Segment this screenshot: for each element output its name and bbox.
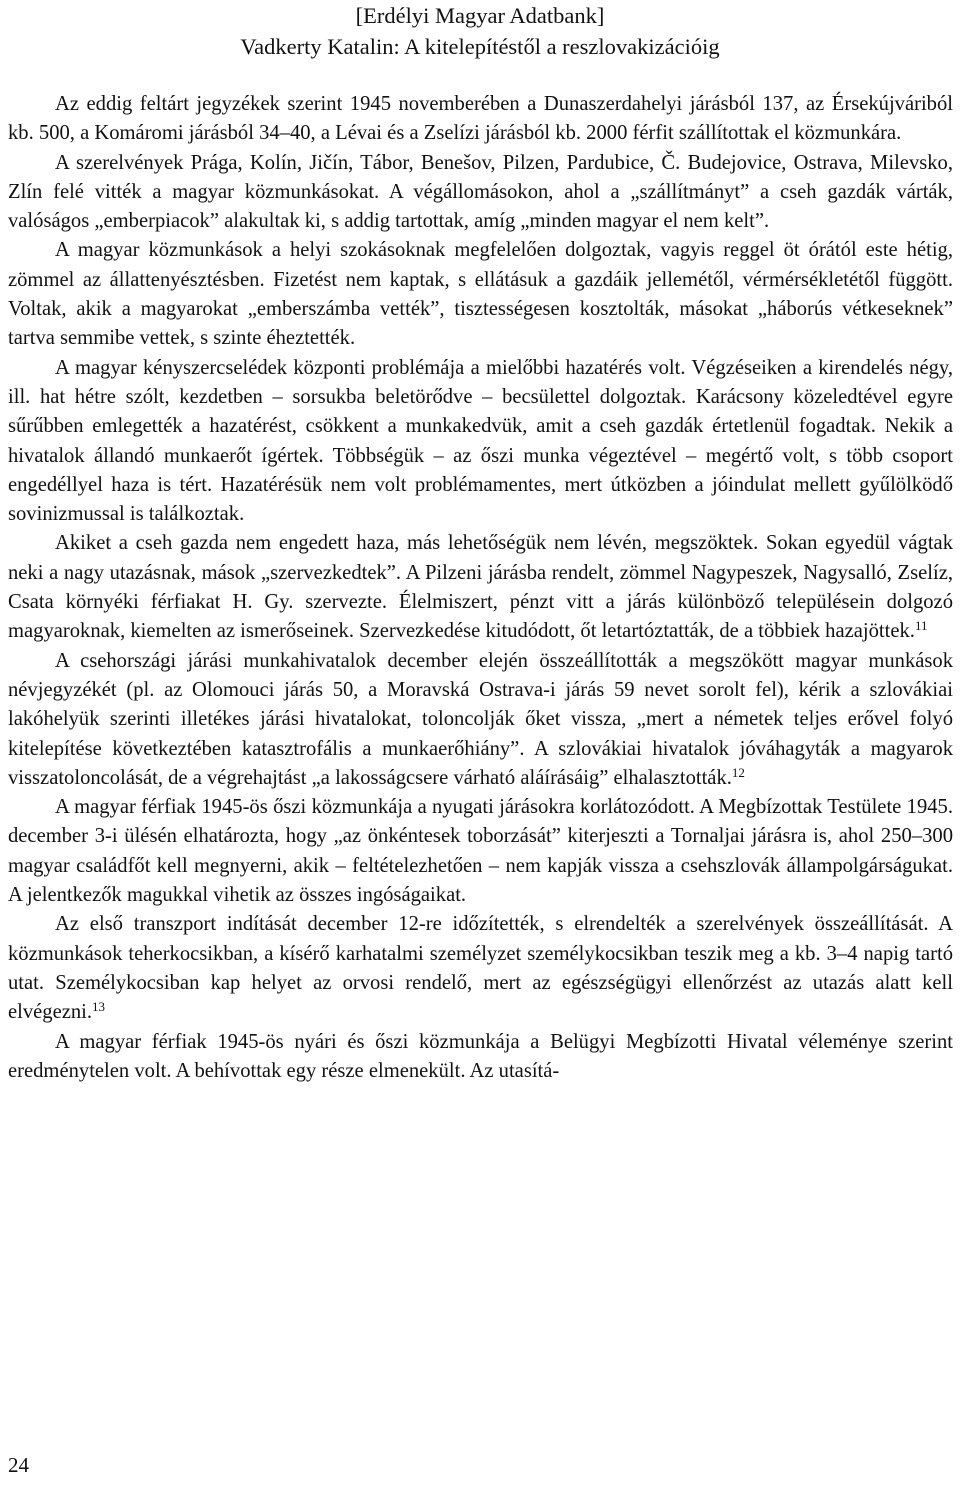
paragraph-text: Az első transzport indítását december 12-re időzítették, s elrendelték a szerelvények összeállítását. A közmunkások teherkocsikban, a kísérő karhatalmi személyzet személykocsikban teszik meg a kb. 3–4 napig tartó utat. Személykocsiban kap helyet az orvosi rendelő, mert az egészségügyi ellenőrzést az utazás alatt kell elvégezni.: [8, 913, 953, 1024]
footnote-ref[interactable]: 11: [914, 618, 928, 634]
paragraph-text: A magyar férfiak 1945-ös nyári és őszi közmunkája a Belügyi Megbízotti Hivatal véleménye szerint eredménytelen volt. A behívottak egy része elmenekült. Az utasítá-: [8, 1030, 953, 1082]
paragraph: [8, 90, 953, 149]
paragraph-text: A magyar férfiak 1945-ös őszi közmunkája a nyugati járásokra korlátozódott. A Megbízottak Testülete 1945. december 3-i ülésén elhatározta, hogy „az önkéntesek toborzását” kiterjeszti a Tornaljai járásra is, ahol 250–300 magyar családfőt kell megnyerni, akik – feltételezhetően – nem kapják vissza a csehszlovák állampolgárságukat. A jelentkezők magukkal vihetik az összes ingóságaikat.: [8, 796, 953, 907]
paragraph: [8, 354, 953, 530]
paragraph-text: Az eddig feltárt jegyzékek szerint 1945 novemberében a Dunaszerdahelyi járásból 137, az Érsekújváriból kb. 500, a Komáromi járásból 34–40, a Lévai és a Zselízi járásból kb. 2000 férfit szállítottak el közmunkára.: [8, 93, 953, 145]
paragraph-text: A magyar közmunkások a helyi szokásoknak megfelelően dolgoztak, vagyis reggel öt órától este hétig, zömmel az állattenyésztésben. Fizetést nem kaptak, s ellátásuk a gazdáik jellemétől, vérmérsékletétől függött. Voltak, akik a magyarokat „emberszámba vették”, tisztességesen kosztolták, másokat „háborús vétkeseknek” tartva semmibe vettek, s szinte éheztették.: [8, 239, 953, 350]
page-number: 24: [8, 1453, 29, 1477]
footnote-ref[interactable]: 13: [92, 999, 106, 1015]
source-line: [Erdélyi Magyar Adatbank]: [355, 3, 605, 28]
paragraph: [8, 149, 953, 237]
author-title-line: Vadkerty Katalin: A kitelepítéstől a reszlovakizációig: [240, 34, 720, 59]
paragraph: [8, 236, 953, 353]
page-header: [0, 0, 960, 62]
paragraph: [8, 529, 953, 646]
paragraph: [8, 1028, 953, 1087]
paragraph-text: Akiket a cseh gazda nem engedett haza, más lehetőségük nem lévén, megszöktek. Sokan egyedül vágtak neki a nagy utazásnak, mások „szervezkedtek”. A Pilzeni járásba rendelt, zömmel Nagypeszek, Nagysalló, Zselíz, Csata környéki férfiakat H. Gy. szervezte. Élelmiszert, pénzt vitt a járás különböző településein dolgozó magyaroknak, kiemelten az ismerőseinek. Szervezkedése kitudódott, őt letartóztatták, de a többiek hazajöttek.: [8, 532, 953, 643]
paragraph: [8, 910, 953, 1027]
footnote-ref[interactable]: 12: [731, 764, 745, 780]
paragraph-text: A magyar kényszercselédek központi problémája a mielőbbi hazatérés volt. Végzéseiken a kirendelés négy, ill. hat hétre szólt, kezdetben – sorsukba beletörődve – becsülettel dolgoztak. Karácsony közeledtével egyre sűrűbben emlegették a hazatérést, csökkent a munkakedvük, amit a cseh gazdák értetlenül fogadtak. Nekik a hivatalok állandó munkaerőt ígértek. Többségük – az őszi munka végeztével – megértő volt, s több csoport engedéllyel haza is tért. Hazatérésük nem volt problémamentes, mert útközben a jóindulat mellett gyűlölködő sovinizmussal is találkoztak.: [8, 356, 953, 526]
main-text: [8, 90, 953, 1086]
paragraph-text: A csehországi járási munkahivatalok december elején összeállították a megszökött magyar munkások névjegyzékét (pl. az Olomouci járás 50, a Moravská Ostrava-i járás 59 nevet sorolt fel), kérik a szlovákiai lakóhelyük szerinti illetékes járási hivatalokat, toloncolják őket vissza, „mert a németek teljes erővel folyó kitelepítése következtében katasztrofális a munkaerőhiány”. A szlovákiai hivatalok jóváhagyták a magyarok visszatoloncolását, de a végrehajtást „a lakosságcsere várható aláírásáig” elhalasztották.: [8, 649, 953, 789]
paragraph-text: A szerelvények Prága, Kolín, Jičín, Tábor, Benešov, Pilzen, Pardubice, Č. Budejovice, Ostrava, Milevsko, Zlín felé vitték a magyar közmunkásokat. A végállomásokon, ahol a „szállítmányt” a cseh gazdák várták, valóságos „emberpiacok” alakultak ki, s addig tartottak, amíg „minden magyar el nem kelt”.: [8, 151, 953, 233]
paragraph: [8, 647, 953, 793]
paragraph: [8, 793, 953, 910]
